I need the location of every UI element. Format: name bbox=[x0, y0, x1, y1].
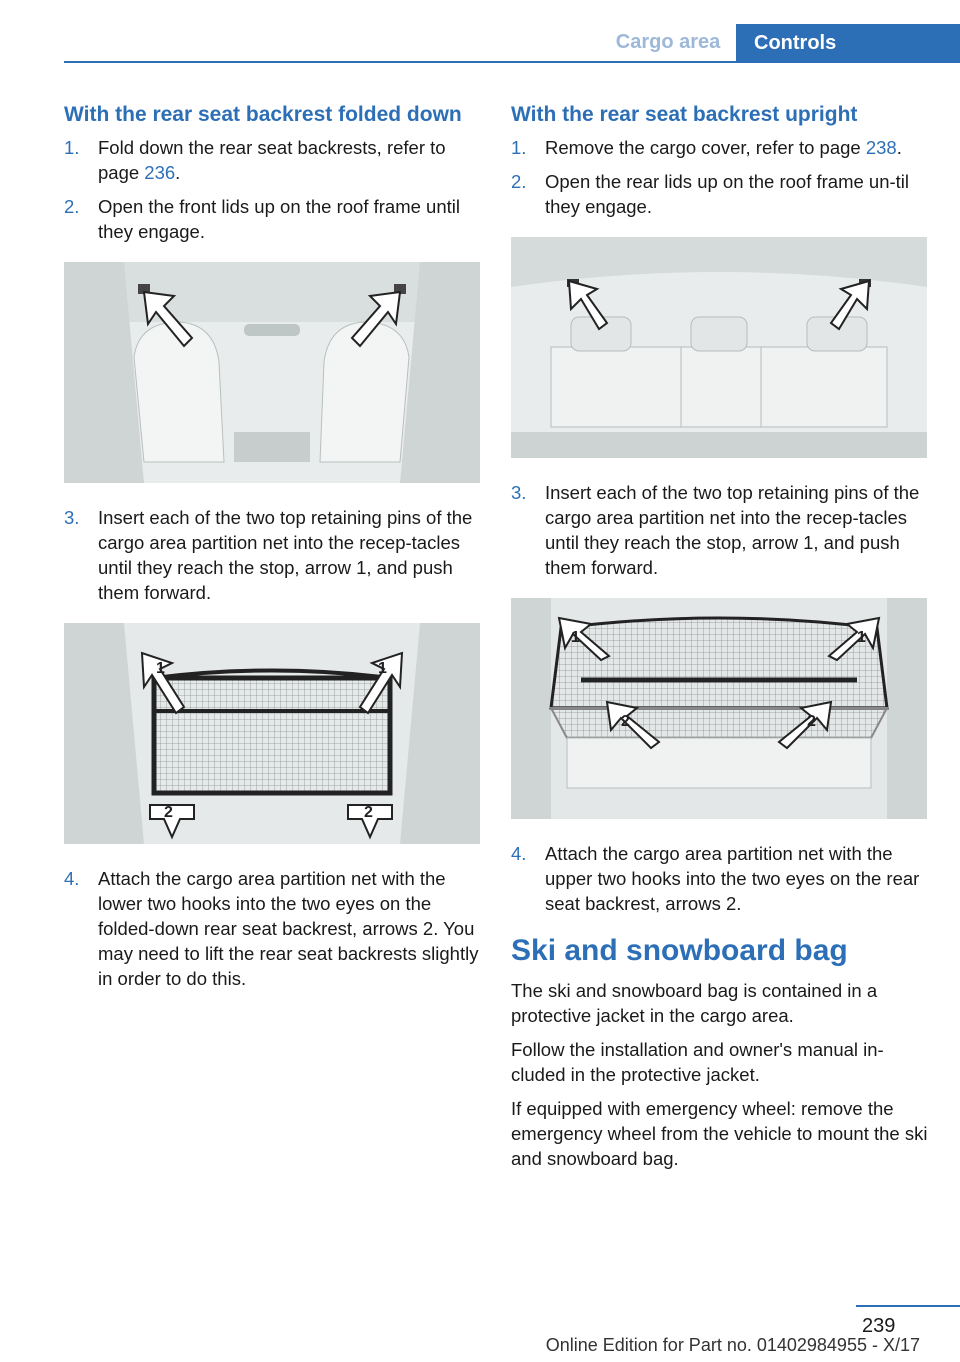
right-heading: With the rear seat backrest upright bbox=[511, 103, 858, 126]
fig-arrow-label: 2 bbox=[364, 804, 373, 821]
footer-edition: Online Edition for Part no. 01402984955 - X/17 bbox=[545, 1335, 920, 1355]
paragraph: If equipped with emergency wheel: remove the emergency wheel from the vehicle to mount the ski and snowboard bag. bbox=[511, 1098, 928, 1169]
left-step-4 bbox=[64, 866, 484, 991]
fig-arrow-label: 1 bbox=[378, 660, 387, 677]
page-link-238[interactable]: 238 bbox=[865, 137, 897, 158]
right-step-1 bbox=[511, 135, 931, 160]
right-step-2 bbox=[511, 169, 931, 219]
figure-net-folded bbox=[64, 623, 480, 844]
figure-net-upright bbox=[511, 598, 927, 819]
left-step-3 bbox=[64, 505, 484, 605]
page-number-rule bbox=[856, 1305, 960, 1307]
step-text: Attach the cargo area partition net with the upper two hooks into the two eyes on the rear seat backrest, arrows 2. bbox=[545, 843, 920, 914]
step-text: Insert each of the two top retaining pins of the cargo area partition net into the recep‐tacles until they reach the stop, arrow 1, and push them forward. bbox=[98, 507, 473, 603]
section-title-ski-bag: Ski and snowboard bag bbox=[511, 934, 848, 967]
step-tail: . bbox=[896, 137, 902, 158]
page-number: 239 bbox=[862, 1315, 896, 1337]
step-text: Open the rear lids up on the roof frame un‐til they engage. bbox=[545, 171, 910, 217]
step-tail: . bbox=[175, 162, 181, 183]
fig-arrow-label: 2 bbox=[621, 713, 630, 730]
figure-front-lids bbox=[64, 262, 480, 483]
header-section-tab: Cargo area bbox=[600, 24, 736, 61]
page-link-236[interactable]: 236 bbox=[144, 162, 176, 183]
header-chapter-tab: Controls bbox=[736, 24, 960, 62]
fig-arrow-label: 1 bbox=[156, 660, 165, 677]
step-number: 4. bbox=[511, 843, 527, 864]
left-heading: With the rear seat backrest folded down bbox=[64, 103, 462, 126]
right-step-4 bbox=[511, 841, 931, 916]
figure-rear-lids bbox=[511, 237, 927, 458]
right-column bbox=[511, 102, 931, 1180]
left-column bbox=[64, 102, 484, 1000]
header-rule bbox=[64, 61, 960, 63]
fig-arrow-label: 1 bbox=[571, 629, 580, 646]
step-number: 3. bbox=[64, 507, 80, 528]
step-text: Open the front lids up on the roof frame until they engage. bbox=[98, 196, 460, 242]
paragraph: Follow the installation and owner's manual in‐cluded in the protective jacket. bbox=[511, 1039, 884, 1085]
paragraph: The ski and snowboard bag is contained in a protective jacket in the cargo area. bbox=[511, 980, 878, 1026]
step-text: Remove the cargo cover, refer to page bbox=[545, 137, 866, 158]
step-text: Attach the cargo area partition net with the lower two hooks into the two eyes on the folded-down rear seat backrest, arrows 2. You may need to lift the rear seat backrests slightly in order to do this. bbox=[98, 868, 479, 989]
fig-arrow-label: 2 bbox=[807, 713, 816, 730]
step-number: 1. bbox=[511, 137, 527, 158]
step-text: Insert each of the two top retaining pins of the cargo area partition net into the recep‐tacles until they reach the stop, arrow 1, and push them forward. bbox=[545, 482, 920, 578]
right-step-3 bbox=[511, 480, 931, 580]
left-step-1 bbox=[64, 135, 484, 185]
step-number: 2. bbox=[64, 196, 80, 217]
step-number: 4. bbox=[64, 868, 80, 889]
fig-arrow-label: 1 bbox=[857, 629, 866, 646]
step-number: 2. bbox=[511, 171, 527, 192]
fig-arrow-label: 2 bbox=[164, 804, 173, 821]
left-step-2 bbox=[64, 194, 484, 244]
step-number: 3. bbox=[511, 482, 527, 503]
step-number: 1. bbox=[64, 137, 80, 158]
step-text: Fold down the rear seat backrests, refer to page bbox=[98, 137, 446, 183]
